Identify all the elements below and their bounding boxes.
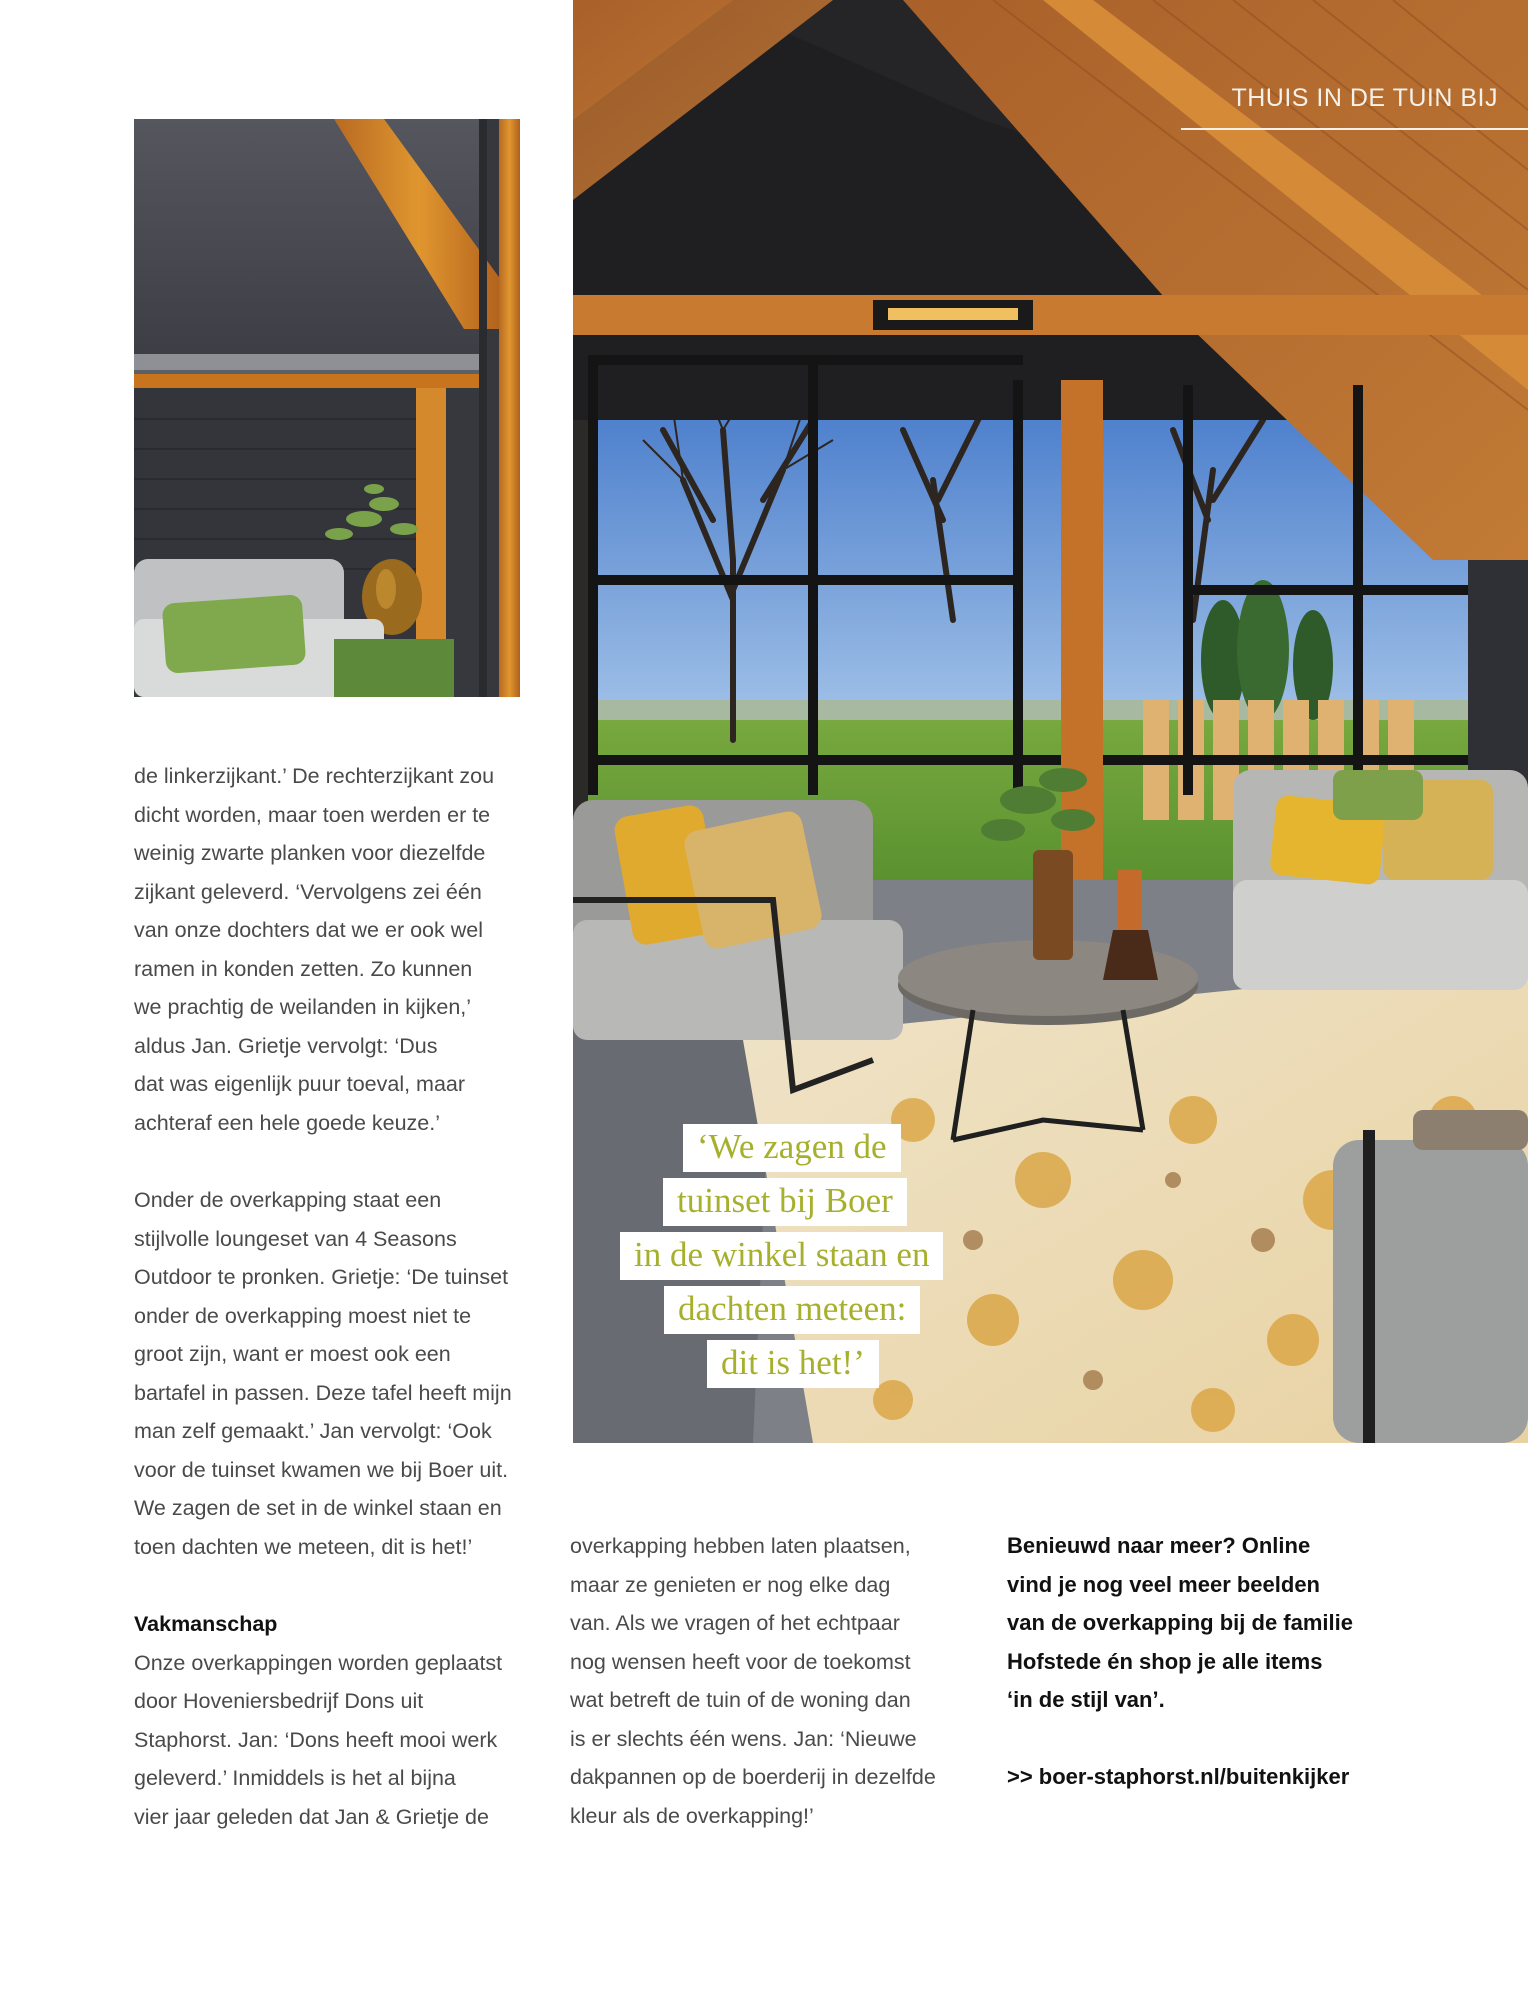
text-line: achteraf een hele goede keuze.’ — [134, 1110, 441, 1135]
text-line: Onze overkappingen worden geplaatst — [134, 1650, 503, 1675]
website-link[interactable]: >> boer-staphorst.nl/buitenkijker — [1007, 1763, 1350, 1789]
text-line: nog wensen heeft voor de toekomst — [570, 1649, 911, 1674]
subheading: Vakmanschap — [134, 1612, 278, 1636]
text-line: zijkant geleverd. ‘Vervolgens zei één — [134, 879, 482, 904]
text-line: is er slechts één wens. Jan: ‘Nieuwe — [570, 1726, 917, 1751]
text-line: stijlvolle loungeset van 4 Seasons — [134, 1226, 457, 1251]
photo-garden-room-interior — [573, 0, 1528, 1443]
text-line: toen dachten we meteen, dit is het!’ — [134, 1534, 473, 1559]
text-line: kleur als de overkapping!’ — [570, 1803, 814, 1828]
text-line: man zelf gemaakt.’ Jan vervolgt: ‘Ook — [134, 1419, 492, 1443]
text-line: bartafel in passen. Deze tafel heeft mijn — [134, 1380, 512, 1405]
text-line: groot zijn, want er moest ook een — [134, 1342, 451, 1366]
text-line: vier jaar geleden dat Jan & Grietje de — [134, 1804, 489, 1829]
text-line: de linkerzijkant.’ De rechterzijkant zou — [134, 764, 495, 788]
text-line: We zagen de set in de winkel staan en — [134, 1496, 502, 1520]
text-line: Outdoor te pronken. Grietje: ‘De tuinset — [134, 1265, 509, 1289]
text-line: Staphorst. Jan: ‘Dons heeft mooi werk — [134, 1727, 498, 1752]
pull-quote-line: dachten meteen: — [664, 1286, 920, 1334]
text-line: maar ze genieten er nog elke dag — [570, 1572, 891, 1597]
article-paragraph-wish — [570, 1527, 980, 1835]
text-line: wat betreft de tuin of de woning dan — [570, 1688, 911, 1712]
pull-quote-line: dit is het!’ — [707, 1340, 879, 1388]
text-line: dat was eigenlijk puur toeval, maar — [134, 1072, 466, 1096]
cta-line: vind je nog veel meer beelden — [1007, 1571, 1320, 1597]
pull-quote-line: in de winkel staan en — [620, 1232, 943, 1280]
text-line: dicht worden, maar toen werden er te — [134, 802, 491, 827]
cta-line: van de overkapping bij de familie — [1007, 1610, 1353, 1635]
text-line: ramen in konden zetten. Zo kunnen — [134, 956, 473, 981]
photo-garden-room-interior-image — [573, 0, 1528, 1443]
photo-garden-room-corner — [134, 119, 520, 697]
call-to-action — [1007, 1527, 1407, 1796]
text-line: van onze dochters dat we er ook wel — [134, 918, 483, 942]
cta-line: Hofstede én shop je alle items — [1007, 1648, 1323, 1674]
article-paragraph-windows — [134, 757, 544, 1142]
pull-quote-line: ‘We zagen de — [683, 1124, 901, 1172]
text-line: van. Als we vragen of het echtpaar — [570, 1611, 900, 1635]
text-line: onder de overkapping moest niet te — [134, 1303, 472, 1328]
cta-spacer — [1007, 1720, 1407, 1758]
cta-line: Benieuwd naar meer? Online — [1007, 1533, 1311, 1558]
text-line: we prachtig de weilanden in kijken,’ — [134, 995, 472, 1019]
text-line: door Hoveniersbedrijf Dons uit — [134, 1689, 424, 1713]
section-label-rule — [1181, 128, 1528, 130]
photo-garden-room-corner-image — [134, 119, 520, 697]
section-label: THUIS IN DE TUIN BIJ — [1231, 84, 1498, 112]
text-line: overkapping hebben laten plaatsen, — [570, 1534, 911, 1558]
text-line: voor de tuinset kwamen we bij Boer uit. — [134, 1457, 509, 1482]
article-section-vakmanschap — [134, 1605, 544, 1836]
text-line: geleverd.’ Inmiddels is het al bijna — [134, 1766, 456, 1790]
pull-quote-line: tuinset bij Boer — [663, 1178, 907, 1226]
text-line: dakpannen op de boerderij in dezelfde — [570, 1765, 936, 1789]
cta-line: ‘in de stijl van’. — [1007, 1687, 1165, 1712]
text-line: weinig zwarte planken voor diezelfde — [134, 841, 486, 865]
article-paragraph-loungeset — [134, 1181, 544, 1566]
text-line: Onder de overkapping staat een — [134, 1188, 442, 1212]
text-line: aldus Jan. Grietje vervolgt: ‘Dus — [134, 1033, 438, 1058]
